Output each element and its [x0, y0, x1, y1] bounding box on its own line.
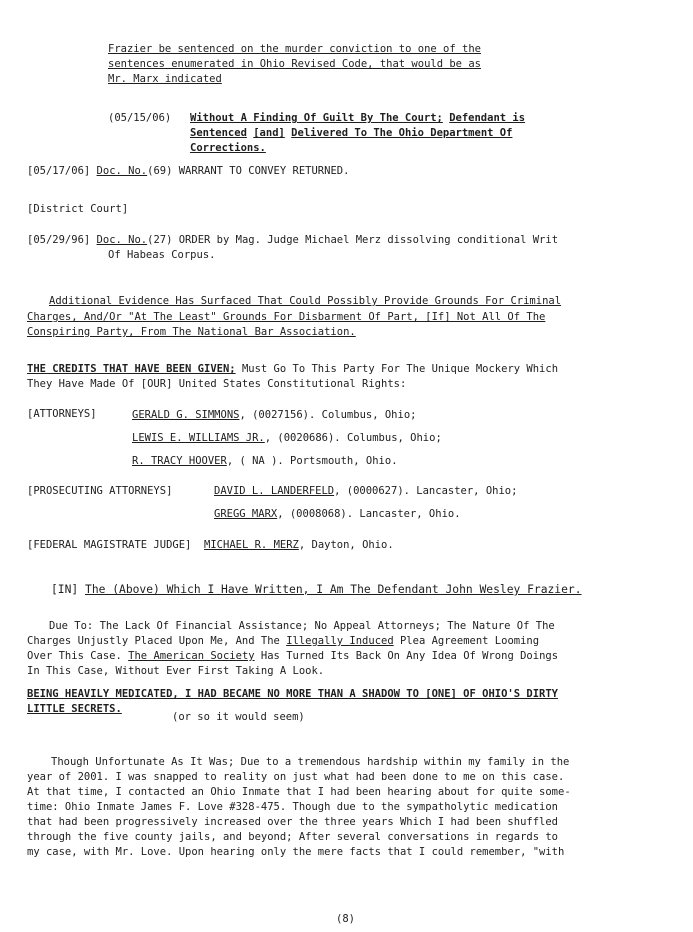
due-to-illegally-induced: Illegally Induced — [286, 635, 394, 647]
prosecuting-label: [PROSECUTING ATTORNEYS] — [27, 485, 173, 497]
intro-line-3: Mr. Marx indicated — [108, 73, 222, 85]
due-to-line-2 — [27, 634, 539, 649]
due-to-line-2-end: Plea Agreement Looming — [393, 635, 540, 647]
entry-0529-date: [05/29/96] — [27, 234, 91, 246]
due-to-line-1: Due To: The Lack Of Financial Assistance; No Appeal Attorneys; The Nature Of The — [49, 620, 555, 632]
narrative-line-1: Though Unfortunate As It Was; Due to a tremendous hardship within my family in the — [51, 756, 570, 768]
in-lead: [IN] — [51, 583, 86, 596]
prosecutor-1-name: DAVID L. LANDERFELD — [214, 485, 335, 497]
entry-0515-line-2 — [190, 126, 512, 141]
medicated-line-2: LITTLE SECRETS. — [27, 703, 122, 715]
entry-0529-rest: (27) ORDER by Mag. Judge Michael Merz dissolving conditional Writ — [147, 234, 559, 246]
narrative-line-6: through the five county jails, and beyond; After several conversations in regards to — [27, 831, 559, 843]
in-line — [51, 582, 582, 597]
evidence-line-3: Conspiring Party, From The National Bar Association. — [27, 326, 356, 338]
narrative-line-7: my case, with Mr. Love. Upon hearing only the mere facts that I could remember, "with — [27, 846, 565, 858]
entry-0515-delivered: Delivered To The Ohio Department Of — [291, 127, 513, 139]
district-court-heading: [District Court] — [27, 203, 129, 215]
due-to-line-3 — [27, 649, 558, 664]
attorney-2-name: LEWIS E. WILLIAMS JR. — [132, 432, 265, 444]
entry-0515-line-1 — [190, 111, 525, 126]
entry-0515-defendant: Defendant is — [449, 112, 526, 124]
evidence-line-1: Additional Evidence Has Surfaced That Could Possibly Provide Grounds For Criminal — [49, 295, 562, 307]
prosecutor-1-rest: , (0000627). Lancaster, Ohio; — [334, 485, 518, 497]
attorney-2-rest: , (0020686). Columbus, Ohio; — [264, 432, 442, 444]
narrative-line-4: time: Ohio Inmate James F. Love #328-475. Though due to the sympatholytic medication — [27, 801, 559, 813]
page-number: (8) — [336, 913, 355, 925]
entry-0515-finding: Without A Finding Of Guilt By The Court; — [190, 112, 443, 124]
entry-0529-doc: Doc. No. — [96, 234, 148, 246]
credits-rest: Must Go To This Party For The Unique Mockery Which — [235, 363, 559, 375]
attorney-1 — [132, 408, 416, 423]
credits-line-2: They Have Made Of [OUR] United States Constitutional Rights: — [27, 378, 407, 390]
credits-line-1 — [27, 362, 558, 377]
attorney-1-name: GERALD G. SIMMONS — [132, 409, 240, 421]
magistrate-rest: , Dayton, Ohio. — [298, 539, 394, 551]
prosecutor-2-rest: , (0008068). Lancaster, Ohio. — [277, 508, 461, 520]
prosecutor-1 — [214, 484, 517, 499]
prosecutor-2-name: GREGG MARX — [214, 508, 278, 520]
entry-0515-date: (05/15/06) — [108, 112, 172, 124]
attorney-1-rest: , (0027156). Columbus, Ohio; — [239, 409, 417, 421]
narrative-line-5: that had been progressively increased over the three years Which I had been shuffled — [27, 816, 559, 828]
attorneys-label: [ATTORNEYS] — [27, 408, 97, 420]
in-text: The (Above) Which I Have Written, I Am The Defendant John Wesley Frazier. — [85, 583, 582, 596]
entry-0517-rest: (69) WARRANT TO CONVEY RETURNED. — [147, 165, 350, 177]
credits-lead: THE CREDITS THAT HAVE BEEN GIVEN; — [27, 363, 236, 375]
due-to-line-2-start: Charges Unjustly Placed Upon Me, And The — [27, 635, 287, 647]
intro-line-2: sentences enumerated in Ohio Revised Code, that would be as — [108, 58, 481, 70]
due-to-line-4: In This Case, Without Ever First Taking A Look. — [27, 665, 325, 677]
entry-0517 — [27, 164, 349, 179]
medicated-line-1: BEING HEAVILY MEDICATED, I HAD BECAME NO MORE THAN A SHADOW TO [ONE] OF OHIO'S DIRTY — [27, 688, 559, 700]
magistrate-line — [27, 538, 394, 553]
attorney-2 — [132, 431, 442, 446]
intro-line-1: Frazier be sentenced on the murder conviction to one of the — [108, 43, 481, 55]
attorney-3-name: R. TRACY HOOVER — [132, 455, 227, 467]
evidence-line-2: Charges, And/Or "At The Least" Grounds For Disbarment Of Part, [If] Not All Of The — [27, 311, 546, 323]
attorney-3-rest: , ( NA ). Portsmouth, Ohio. — [226, 455, 398, 467]
attorney-3 — [132, 454, 398, 469]
prosecutor-2 — [214, 507, 461, 522]
entry-0515-sentenced: Sentenced — [190, 127, 247, 139]
magistrate-label: [FEDERAL MAGISTRATE JUDGE] — [27, 539, 192, 551]
entry-0517-doc: Doc. No. — [96, 165, 148, 177]
narrative-line-3: At that time, I contacted an Ohio Inmate that I had been hearing about for quite some- — [27, 786, 571, 798]
entry-0517-date: [05/17/06] — [27, 165, 91, 177]
entry-0529-line-2: Of Habeas Corpus. — [108, 249, 216, 261]
entry-0529 — [27, 233, 558, 248]
due-to-line-3-end: Has Turned Its Back On Any Idea Of Wrong Doings — [254, 650, 559, 662]
narrative-line-2: year of 2001. I was snapped to reality on just what had been done to me on this case. — [27, 771, 565, 783]
entry-0515-line-3: Corrections. — [190, 142, 266, 154]
entry-0515-and: [and] — [253, 127, 285, 139]
due-to-american-society: The American Society — [128, 650, 255, 662]
magistrate-name: MICHAEL R. MERZ — [204, 539, 299, 551]
due-to-line-3-start: Over This Case. — [27, 650, 129, 662]
medicated-aside: (or so it would seem) — [172, 711, 305, 723]
